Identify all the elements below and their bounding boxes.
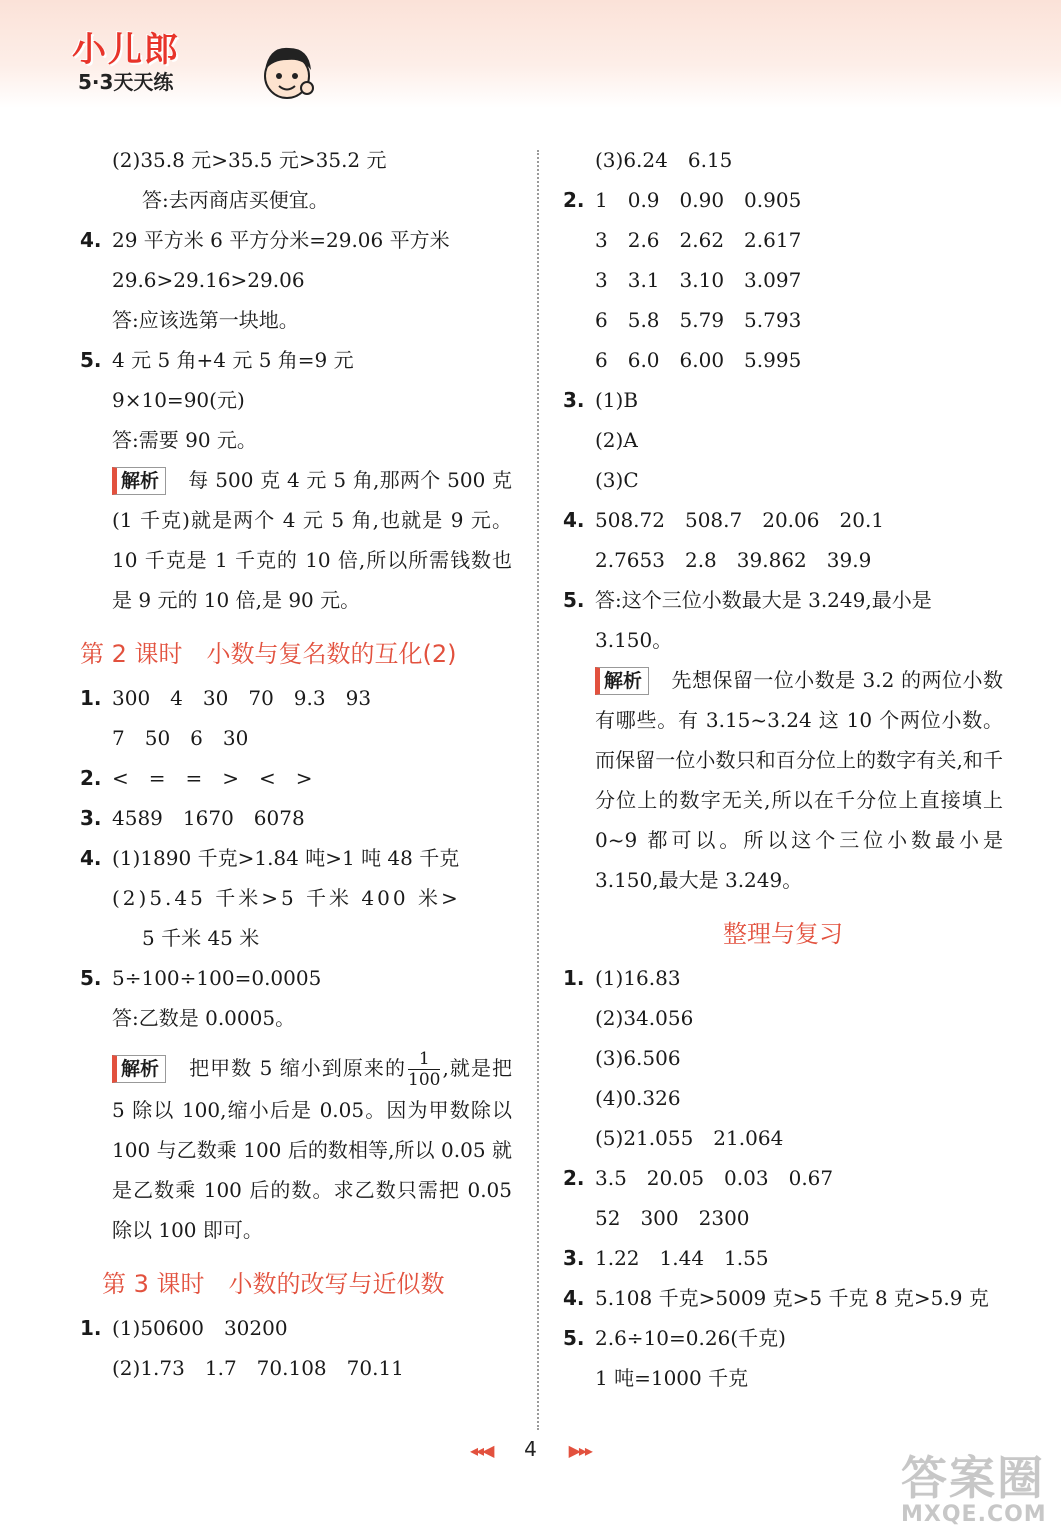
question-number: 4. [563, 508, 585, 532]
question-2: 2. 1 0.9 0.90 0.905 [563, 180, 1003, 220]
answer-line: 答:去丙商店买便宜。 [142, 188, 329, 212]
analysis-tag: 解析 [595, 667, 649, 695]
answer-line: 1 吨=1000 千克 [595, 1366, 749, 1390]
question-4: 4. (1)1890 千克>1.84 吨>1 吨 48 千克 [80, 838, 512, 878]
question-5: 5. 答:这个三位小数最大是 3.249,最小是 [563, 580, 1003, 620]
answer-line: 9×10=90(元) [112, 388, 245, 412]
question-number: 4. [563, 1286, 585, 1310]
question-number: 5. [80, 348, 102, 372]
analysis-block [80, 460, 512, 620]
question-number: 1. [80, 686, 102, 710]
question-number: 5. [563, 1326, 585, 1350]
question-5: 5. 4 元 5 角+4 元 5 角=9 元 [80, 340, 512, 380]
brand-logo [72, 22, 272, 102]
analysis-text: 是把 5 除以 100,缩小后是 0.05。因为甲数除以 100 与乙数乘 100 后的数相等,所以 0.05 就是乙数乘 100 后的数。求乙数只需把 0.05 除以 100 即可。 [112, 1056, 513, 1242]
question-number: 5. [563, 588, 585, 612]
answer-line: 2.7653 2.8 39.862 39.9 [595, 548, 872, 572]
question-5: 5. 2.6÷10=0.26(千克) [563, 1318, 1003, 1358]
answer-line: (2)1.73 1.7 70.108 70.11 [112, 1356, 404, 1380]
page-number: 4 [524, 1437, 537, 1461]
question-3: 3. 4589 1670 6078 [80, 798, 512, 838]
analysis-tag: 解析 [112, 467, 166, 495]
answer-line: (5)21.055 21.064 [595, 1126, 784, 1150]
question-4: 4. 29 平方米 6 平方分米=29.06 平方米 [80, 220, 512, 260]
question-2: 2. 3.5 20.05 0.03 0.67 [563, 1158, 1003, 1198]
question-number: 5. [80, 966, 102, 990]
column-divider [537, 150, 539, 1430]
prev-arrows-icon: ◂◂◀ [470, 1441, 493, 1460]
answer-line: (2)A [595, 428, 638, 452]
question-number: 1. [563, 966, 585, 990]
question-number: 1. [80, 1316, 102, 1340]
answer-line: (2)5.45 千米>5 千米 400 米> [112, 886, 461, 910]
answer-row: 6 6.0 6.00 5.995 [595, 348, 802, 372]
left-column [80, 140, 512, 1388]
section-title: 第 3 课时 小数的改写与近似数 [102, 1270, 445, 1298]
answer-line: 7 50 6 30 [112, 726, 249, 750]
analysis-block: 解析 把甲数 5 缩小到原来的 $\frac{1}{100}$ ,就是把 5 除以 100,缩小后是 0.05。因为甲数除以 100 与乙数乘 100 后的数相等,所以 0.05 就是乙数乘 100 后的数。求乙数只需把 0.05 除以 100 即可。 [112, 1049, 513, 1242]
question-4: 4. 508.72 508.7 20.06 20.1 [563, 500, 1003, 540]
answer-line: (3)6.24 6.15 [595, 148, 733, 172]
answer-line: (3)6.506 [595, 1046, 681, 1070]
next-arrows-icon: ▶▸▸ [568, 1441, 591, 1460]
answer-line: 答:需要 90 元。 [112, 428, 257, 452]
answer-row: 3 2.6 2.62 2.617 [595, 228, 802, 252]
question-number: 4. [80, 846, 102, 870]
question-3: 3. 1.22 1.44 1.55 [563, 1238, 1003, 1278]
answer-line: (4)0.326 [595, 1086, 681, 1110]
question-1: 1. (1)50600 30200 [80, 1308, 512, 1348]
answer-line: 29.6>29.16>29.06 [112, 268, 305, 292]
answer-row: 3 3.1 3.10 3.097 [595, 268, 802, 292]
analysis-text: 每 500 克 4 元 5 角,那两个 500 克(1 千克)就是两个 4 元 5 角,也就是 9 元。10 千克是 1 千克的 10 倍,所以所需钱数也是 9 元的 10 倍,是 90 元。 [112, 468, 512, 612]
question-1: 1. (1)16.83 [563, 958, 1003, 998]
section-title: 第 2 课时 小数与复名数的互化(2) [80, 640, 457, 668]
analysis-tag: 解析 [112, 1055, 166, 1083]
question-1: 1. 300 4 30 70 9.3 93 [80, 678, 512, 718]
question-number: 3. [80, 806, 102, 830]
answer-row: 6 5.8 5.79 5.793 [595, 308, 802, 332]
answer-line: (2)35.8 元>35.5 元>35.2 元 [112, 148, 387, 172]
question-2: 2. < = = > < > [80, 758, 512, 798]
fraction: $\frac{1}{100}$ [408, 1049, 441, 1090]
question-number: 2. [563, 1166, 585, 1190]
question-number: 2. [80, 766, 102, 790]
question-number: 3. [563, 388, 585, 412]
brand-title: 小儿郎 [72, 30, 180, 70]
watermark-url: MXQE.COM [901, 1502, 1047, 1527]
question-number: 3. [563, 1246, 585, 1270]
answer-line: 答:应该选第一块地。 [112, 308, 299, 332]
question-number: 2. [563, 188, 585, 212]
mascot-icon [257, 40, 319, 110]
watermark [901, 1442, 1051, 1532]
answer-line: (2)34.056 [595, 1006, 694, 1030]
analysis-block [563, 660, 1003, 900]
question-number: 4. [80, 228, 102, 252]
right-column [563, 140, 1003, 1398]
question-3: 3. (1)B [563, 380, 1003, 420]
answer-line: 52 300 2300 [595, 1206, 750, 1230]
question-4: 4. 5.108 千克>5009 克>5 千克 8 克>5.9 克 [563, 1278, 1003, 1318]
analysis-text: 先想保留一位小数是 3.2 的两位小数有哪些。有 3.15~3.24 这 10 个两位小数。而保留一位小数只和百分位上的数字有关,和千分位上的数字无关,所以在千分位上直接填上 0~9 都可以。所以这个三位小数最小是 3.150,最大是 3.249。 [595, 668, 1003, 892]
question-5: 5. 5÷100÷100=0.0005 [80, 958, 512, 998]
watermark-logo: 答案圈 [901, 1451, 1045, 1505]
answer-line: (3)C [595, 468, 639, 492]
answer-line: 3.150。 [595, 628, 673, 652]
answer-line: 5 千米 45 米 [142, 926, 260, 950]
section-title: 整理与复习 [723, 920, 843, 948]
answer-line: 答:乙数是 0.0005。 [112, 1006, 296, 1030]
series-name: 5·3天天练 [78, 70, 174, 94]
